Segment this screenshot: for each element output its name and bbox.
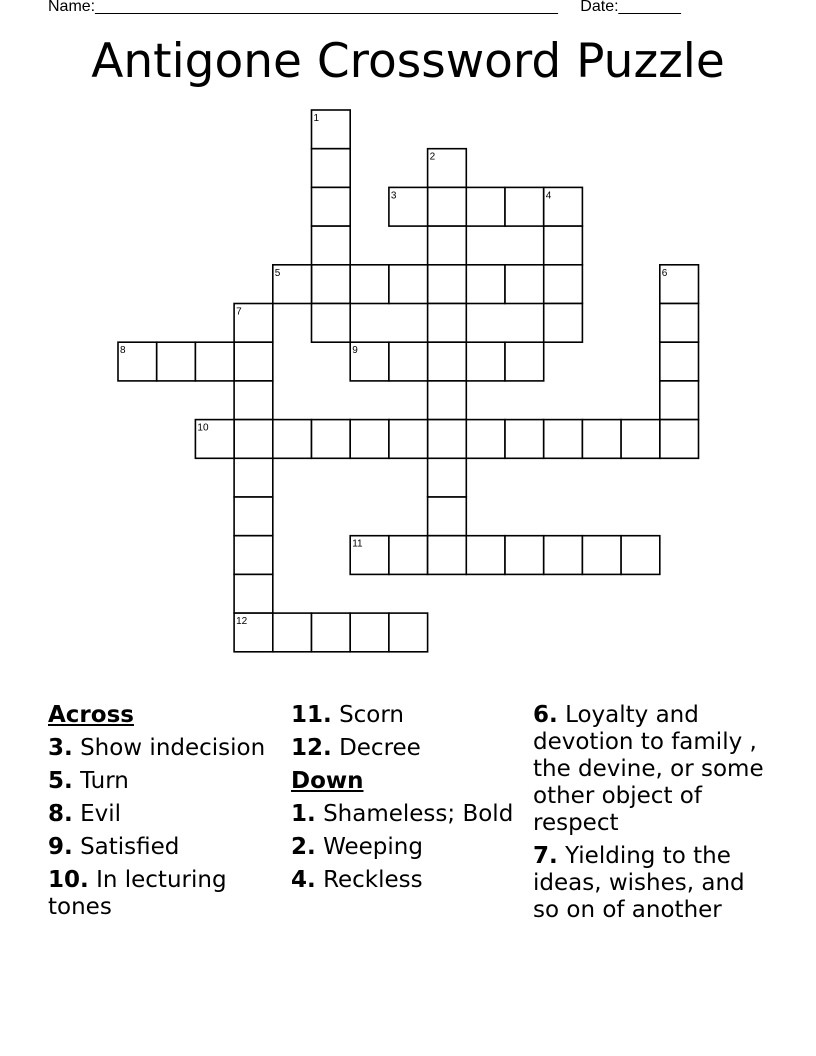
grid-cell[interactable] [582, 536, 621, 575]
grid-cell[interactable] [505, 187, 544, 226]
grid-cell[interactable] [312, 420, 351, 459]
grid-cell[interactable] [195, 342, 234, 381]
grid-cell[interactable] [660, 304, 699, 343]
grid-cell[interactable] [312, 187, 351, 226]
grid-cell[interactable] [312, 265, 351, 304]
grid-cell[interactable] [428, 497, 467, 536]
grid-cell[interactable] [544, 420, 583, 459]
clue-number-label: 2 [429, 151, 436, 163]
clue-down-4: 4. Reckless [291, 867, 423, 893]
grid-cell[interactable] [312, 226, 351, 265]
grid-cell[interactable] [273, 613, 312, 652]
grid-cell[interactable] [428, 265, 467, 304]
grid-cell[interactable] [466, 420, 505, 459]
clue-column-2 [291, 702, 521, 900]
across-heading: Across [48, 702, 134, 728]
grid-cell[interactable] [234, 342, 273, 381]
grid-cell[interactable] [389, 536, 428, 575]
grid-cell[interactable] [428, 458, 467, 497]
grid-cell[interactable] [660, 342, 699, 381]
clue-down-2: 2. Weeping [291, 834, 423, 860]
clue-number-label: 6 [661, 267, 668, 279]
grid-cell[interactable] [428, 381, 467, 420]
clue-column-1 [48, 702, 278, 927]
grid-cell[interactable] [428, 342, 467, 381]
clue-across-11: 11. Scorn [291, 702, 405, 728]
grid-cell[interactable] [544, 226, 583, 265]
grid-cell[interactable] [621, 420, 660, 459]
grid-cell[interactable] [312, 149, 351, 188]
grid-cell[interactable] [234, 497, 273, 536]
grid-cell[interactable] [389, 613, 428, 652]
clue-down-7: 7. Yielding to the ideas, wishes, and so on of another [533, 843, 745, 923]
grid-cell[interactable] [428, 420, 467, 459]
grid-cell[interactable] [234, 420, 273, 459]
clue-number-label: 12 [236, 616, 248, 628]
clue-down-6: 6. Loyalty and devotion to family , the devine, or some other object of respect [533, 702, 764, 836]
grid-cell[interactable] [350, 265, 389, 304]
grid-cell[interactable] [157, 342, 196, 381]
clue-column-3 [533, 702, 773, 930]
grid-cell[interactable] [660, 420, 699, 459]
clue-across-3: 3. Show indecision [48, 735, 266, 761]
grid-cell[interactable] [312, 304, 351, 343]
clue-across-10: 10. In lecturing tones [48, 867, 227, 920]
grid-cell[interactable] [466, 265, 505, 304]
grid-cell[interactable] [505, 342, 544, 381]
grid-cell[interactable] [466, 536, 505, 575]
grid-cell[interactable] [466, 342, 505, 381]
clue-number-label: 3 [390, 190, 397, 202]
grid-cell[interactable] [505, 420, 544, 459]
grid-cell[interactable] [466, 187, 505, 226]
grid-cell[interactable] [428, 187, 467, 226]
grid-cell[interactable] [234, 381, 273, 420]
grid-cell[interactable] [428, 226, 467, 265]
grid-cell[interactable] [350, 420, 389, 459]
clue-across-12: 12. Decree [291, 735, 421, 761]
clue-number-label: 11 [352, 538, 363, 550]
clue-number-label: 10 [197, 422, 209, 434]
grid-cell[interactable] [660, 381, 699, 420]
clue-down-1: 1. Shameless; Bold [291, 801, 514, 827]
clue-across-8: 8. Evil [48, 801, 121, 827]
clue-number-label: 1 [313, 113, 320, 124]
clue-across-5: 5. Turn [48, 768, 129, 794]
grid-cell[interactable] [389, 420, 428, 459]
name-label: Name: [48, 0, 96, 15]
down-heading: Down [291, 768, 364, 794]
grid-cell[interactable] [544, 265, 583, 304]
grid-cell[interactable] [505, 265, 544, 304]
name-blank: ____________________________________________________ [95, 0, 558, 15]
grid-cell[interactable] [234, 574, 273, 613]
grid-cell[interactable] [544, 304, 583, 343]
grid-cell[interactable] [621, 536, 660, 575]
grid-cell[interactable] [312, 613, 351, 652]
grid-cell[interactable] [544, 536, 583, 575]
grid-cell[interactable] [273, 420, 312, 459]
grid-cell[interactable] [234, 536, 273, 575]
grid-cell[interactable] [389, 342, 428, 381]
grid-cell[interactable] [428, 304, 467, 343]
grid-cell[interactable] [389, 265, 428, 304]
clue-number-label: 8 [120, 345, 126, 357]
page-title: Antigone Crossword Puzzle [91, 34, 725, 89]
grid-cell[interactable] [234, 458, 273, 497]
grid-cell[interactable] [350, 613, 389, 652]
date-blank: _______ [618, 0, 681, 15]
grid-cell[interactable] [582, 420, 621, 459]
date-label: Date: [580, 0, 619, 15]
clue-number-label: 9 [352, 345, 358, 357]
grid-cell[interactable] [428, 536, 467, 575]
grid-cell[interactable] [505, 536, 544, 575]
clue-across-9: 9. Satisfied [48, 834, 180, 860]
clue-number-label: 5 [274, 267, 281, 279]
clue-number-label: 4 [545, 190, 552, 202]
clue-number-label: 7 [236, 306, 242, 318]
